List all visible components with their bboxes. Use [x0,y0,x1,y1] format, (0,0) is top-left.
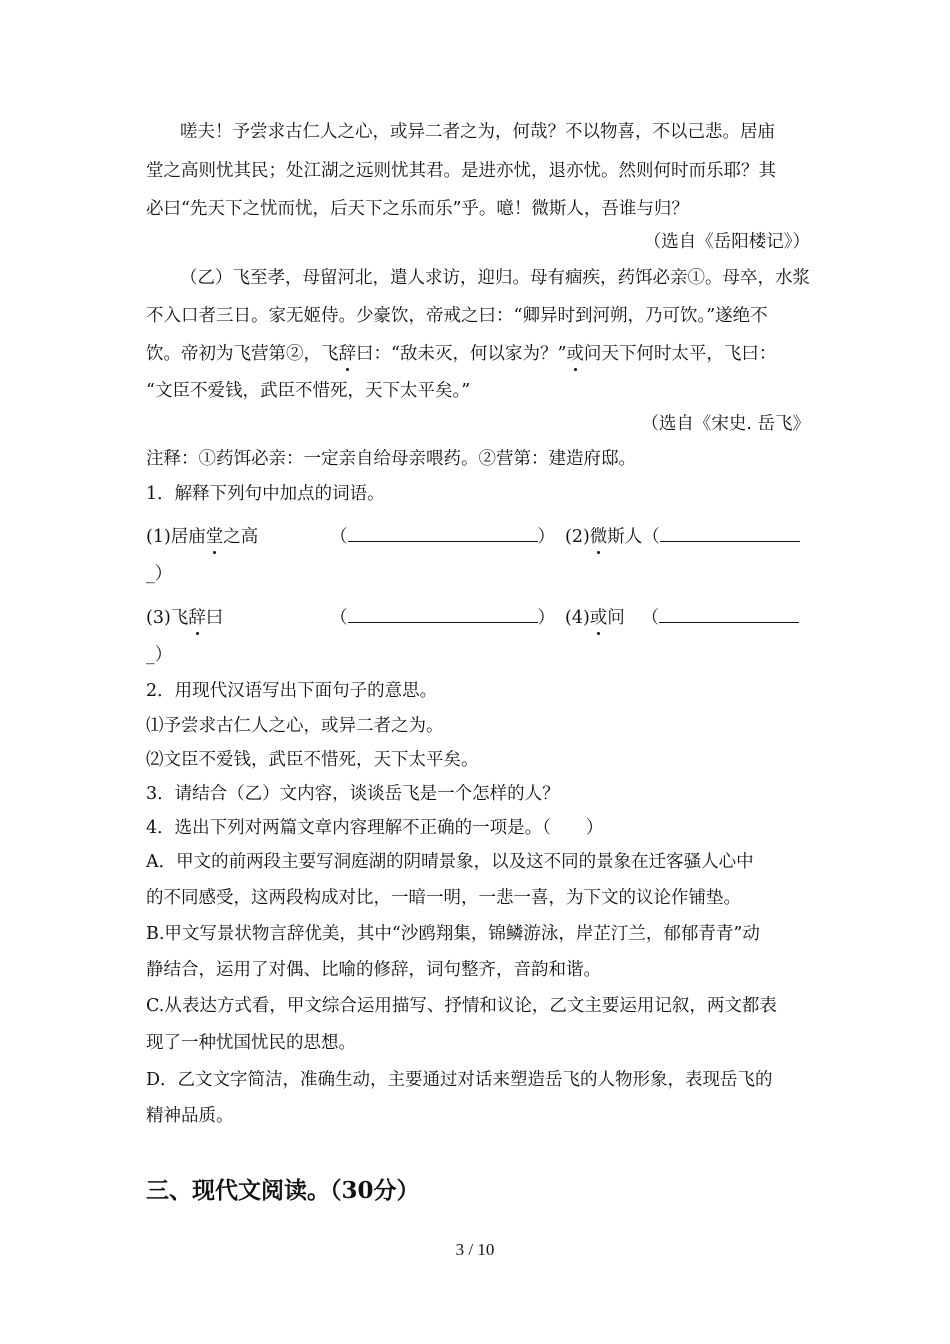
yi-line3-part-a: 饮。帝初为飞营第②，飞 [146,344,339,364]
jia-para-line-3: 必曰“先天下之忧而忧，后天下之乐而乐”乎。噫！微斯人，吾谁与归？ [146,199,689,219]
q1-answer-1[interactable]: （ ） [330,527,555,547]
yi-para-line-3 [146,342,776,366]
q1-row-3: (3)飞辞曰 [146,608,224,628]
q1-dotted-wei: 微 [589,527,608,547]
q4-option-b-line-2: 静结合，运用了对偶、比喻的修辞，词句整齐，音韵和谐。 [146,960,601,980]
answer-blank[interactable] [348,608,538,623]
q4-option-b-line-1: B.甲文写景状物言辞优美，其中“沙鸥翔集，锦鳞游泳，岸芷汀兰，郁郁青青”动 [146,924,760,944]
yi-line3-part-e: 问天下何时太平，飞曰： [583,344,777,364]
section-title: 三、现代文阅读。（30分） [146,1177,420,1204]
yi-para-line-1: （乙）飞至孝，母留河北，遣人求访，迎归。母有痼疾，药饵必亲①。母卒，水浆 [180,268,810,288]
q1-stem: 1．解释下列句中加点的词语。 [146,484,385,504]
yi-para-line-4: “文臣不爱钱，武臣不惜死，天下太平矣。” [146,381,471,401]
q4-stem: 4．选出下列对两篇文章内容理解不正确的一项是。（ ） [146,818,604,838]
yi-dotted-ci: 辞 [338,344,356,364]
q4-option-d-line-1: D．乙文文字简洁，准确生动，主要通过对话来塑造岳飞的人物形象，表现岳飞的 [146,1070,773,1090]
q1-row-2-tail: _） [146,564,173,584]
yi-para-line-2: 不入口者三日。家无姬侍。少豪饮，帝戒之曰：“卿异时到河朔，乃可饮。”遂绝不 [146,306,768,326]
q1-row-4-tail: _） [146,645,173,665]
q2-stem: 2．用现代汉语写出下面句子的意思。 [146,681,438,701]
q4-option-a-line-2: 的不同感受，这两段构成对比，一暗一明，一悲一喜，为下文的议论作铺垫。 [146,888,741,908]
q1-dotted-tang: 堂 [205,527,224,547]
q1-row-4: (4)或问 （ [565,606,799,630]
answer-blank[interactable] [659,608,799,623]
q4-option-a-line-1: A．甲文的前两段主要写洞庭湖的阴晴景象，以及这不同的景象在迁客骚人心中 [146,852,754,872]
q1-row-1: (1)居庙堂之高 [146,527,259,547]
yi-dotted-huo: 或 [566,344,584,364]
yi-line3-part-c: 曰：“敌未灭，何以家为？” [356,344,567,364]
q1-dotted-huo: 或 [589,608,608,628]
question-3: 3．请结合（乙）文内容，谈谈岳飞是一个怎样的人？ [146,784,560,804]
answer-blank[interactable] [660,527,800,542]
q2-sentence-1: ⑴予尝求古仁人之心，或异二者之为。 [146,716,444,736]
jia-para-line-2: 堂之高则忧其民；处江湖之远则忧其君。是进亦忧，退亦忧。然则何时而乐耶？其 [146,161,776,181]
q1-row-2: (2)微斯人（ [565,525,800,549]
yi-source: （选自《宋史. 岳飞》 [641,414,810,434]
answer-blank[interactable] [348,527,538,542]
q4-option-d-line-2: 精神品质。 [146,1106,234,1126]
q2-sentence-2: ⑵文臣不爱钱，武臣不惜死，天下太平矣。 [146,750,479,770]
jia-source: （选自《岳阳楼记》） [643,232,810,252]
q4-option-c-line-1: C.从表达方式看，甲文综合运用描写、抒情和议论，乙文主要运用记叙，两文都表 [146,996,777,1016]
jia-para-line-1: 嗟夫！予尝求古仁人之心，或异二者之为，何哉？不以物喜，不以己悲。居庙 [180,122,775,142]
q4-option-c-line-2: 现了一种忧国忧民的思想。 [146,1033,356,1053]
q1-dotted-ci: 辞 [188,608,206,628]
notes: 注释：①药饵必亲：一定亲自给母亲喂药。②营第：建造府邸。 [146,449,636,469]
page-number: 3 / 10 [455,1240,495,1259]
q1-answer-3[interactable]: （ ） [330,608,555,628]
